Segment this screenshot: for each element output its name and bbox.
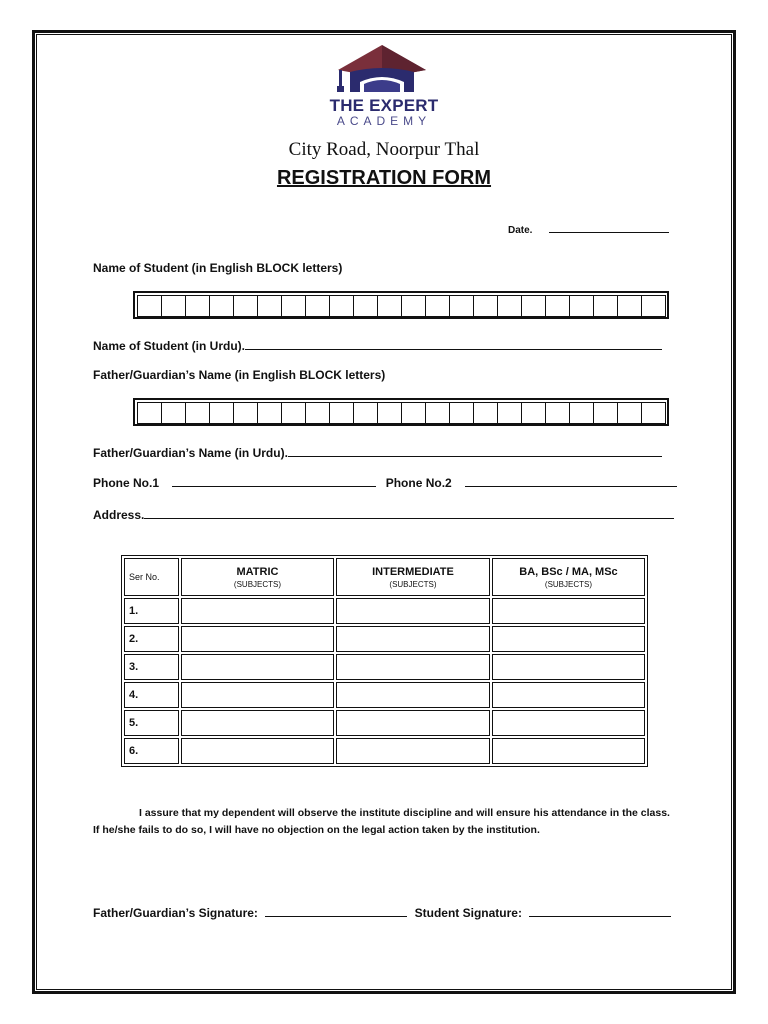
form-title: REGISTRATION FORM [276,167,492,189]
assurance-statement: I assure that my dependent will observe the institute discipline and will ensure his attendance in the class. If he/she fails to do so, I will have no objection on the legal action taken by the institution. [93,807,670,836]
brand-name: THE EXPERT [329,96,439,115]
address-field [93,507,674,522]
student-name-english-boxes[interactable] [133,291,669,319]
intermediate-cell[interactable] [336,682,490,708]
row-number: 3. [124,654,179,680]
signature-fields [93,905,671,920]
header-degree: BA, BSc / MA, MSc (SUBJECTS) [492,558,645,596]
degree-cell[interactable] [492,682,645,708]
degree-cell[interactable] [492,738,645,764]
degree-cell[interactable] [492,710,645,736]
degree-cell[interactable] [492,654,645,680]
table-row [124,738,645,764]
intermediate-cell[interactable] [336,626,490,652]
header-matric: MATRIC (SUBJECTS) [181,558,334,596]
guardian-signature-line[interactable] [265,905,407,917]
phone1-line[interactable] [172,475,376,487]
date-line[interactable] [549,221,669,233]
table-row [124,626,645,652]
intermediate-cell[interactable] [336,738,490,764]
table-header-row [124,558,645,596]
intermediate-cell[interactable] [336,654,490,680]
guardian-name-urdu-field [93,445,662,460]
student-signature-label: Student Signature: [414,906,522,920]
row-number: 1. [124,598,179,624]
matric-cell[interactable] [181,626,334,652]
guardian-name-english-label: Father/Guardian’s Name (in English BLOCK letters) [93,368,386,382]
address-line[interactable] [144,507,674,519]
student-name-urdu-line[interactable] [245,338,662,350]
degree-cell[interactable] [492,626,645,652]
student-name-urdu-label: Name of Student (in Urdu). [93,339,245,353]
guardian-name-english-boxes[interactable] [133,398,669,426]
table-row [124,598,645,624]
academy-address: City Road, Noorpur Thal [288,139,480,160]
phone1-label: Phone No.1 [93,476,160,490]
header-intermediate: INTERMEDIATE (SUBJECTS) [336,558,490,596]
matric-cell[interactable] [181,598,334,624]
phone2-label: Phone No.2 [385,476,452,490]
header-ser-no: Ser No. [124,558,179,596]
phone-fields [93,475,677,490]
row-number: 6. [124,738,179,764]
student-name-english-label: Name of Student (in English BLOCK letters) [93,261,343,275]
matric-cell[interactable] [181,710,334,736]
row-number: 2. [124,626,179,652]
table-row [124,710,645,736]
phone2-line[interactable] [465,475,677,487]
date-field [508,221,669,236]
student-name-urdu-field [93,338,662,353]
matric-cell[interactable] [181,738,334,764]
date-label: Date. [508,225,533,236]
matric-cell[interactable] [181,682,334,708]
guardian-signature-label: Father/Guardian’s Signature: [93,906,258,920]
table-row [124,654,645,680]
row-number: 4. [124,682,179,708]
student-signature-line[interactable] [529,905,671,917]
guardian-name-urdu-label: Father/Guardian’s Name (in Urdu). [93,446,288,460]
row-number: 5. [124,710,179,736]
table-row [124,682,645,708]
address-label: Address. [93,508,145,522]
matric-cell[interactable] [181,654,334,680]
subjects-table [121,555,648,767]
intermediate-cell[interactable] [336,710,490,736]
degree-cell[interactable] [492,598,645,624]
brand-tagline: ACADEMY [336,114,432,128]
intermediate-cell[interactable] [336,598,490,624]
guardian-name-urdu-line[interactable] [288,445,662,457]
